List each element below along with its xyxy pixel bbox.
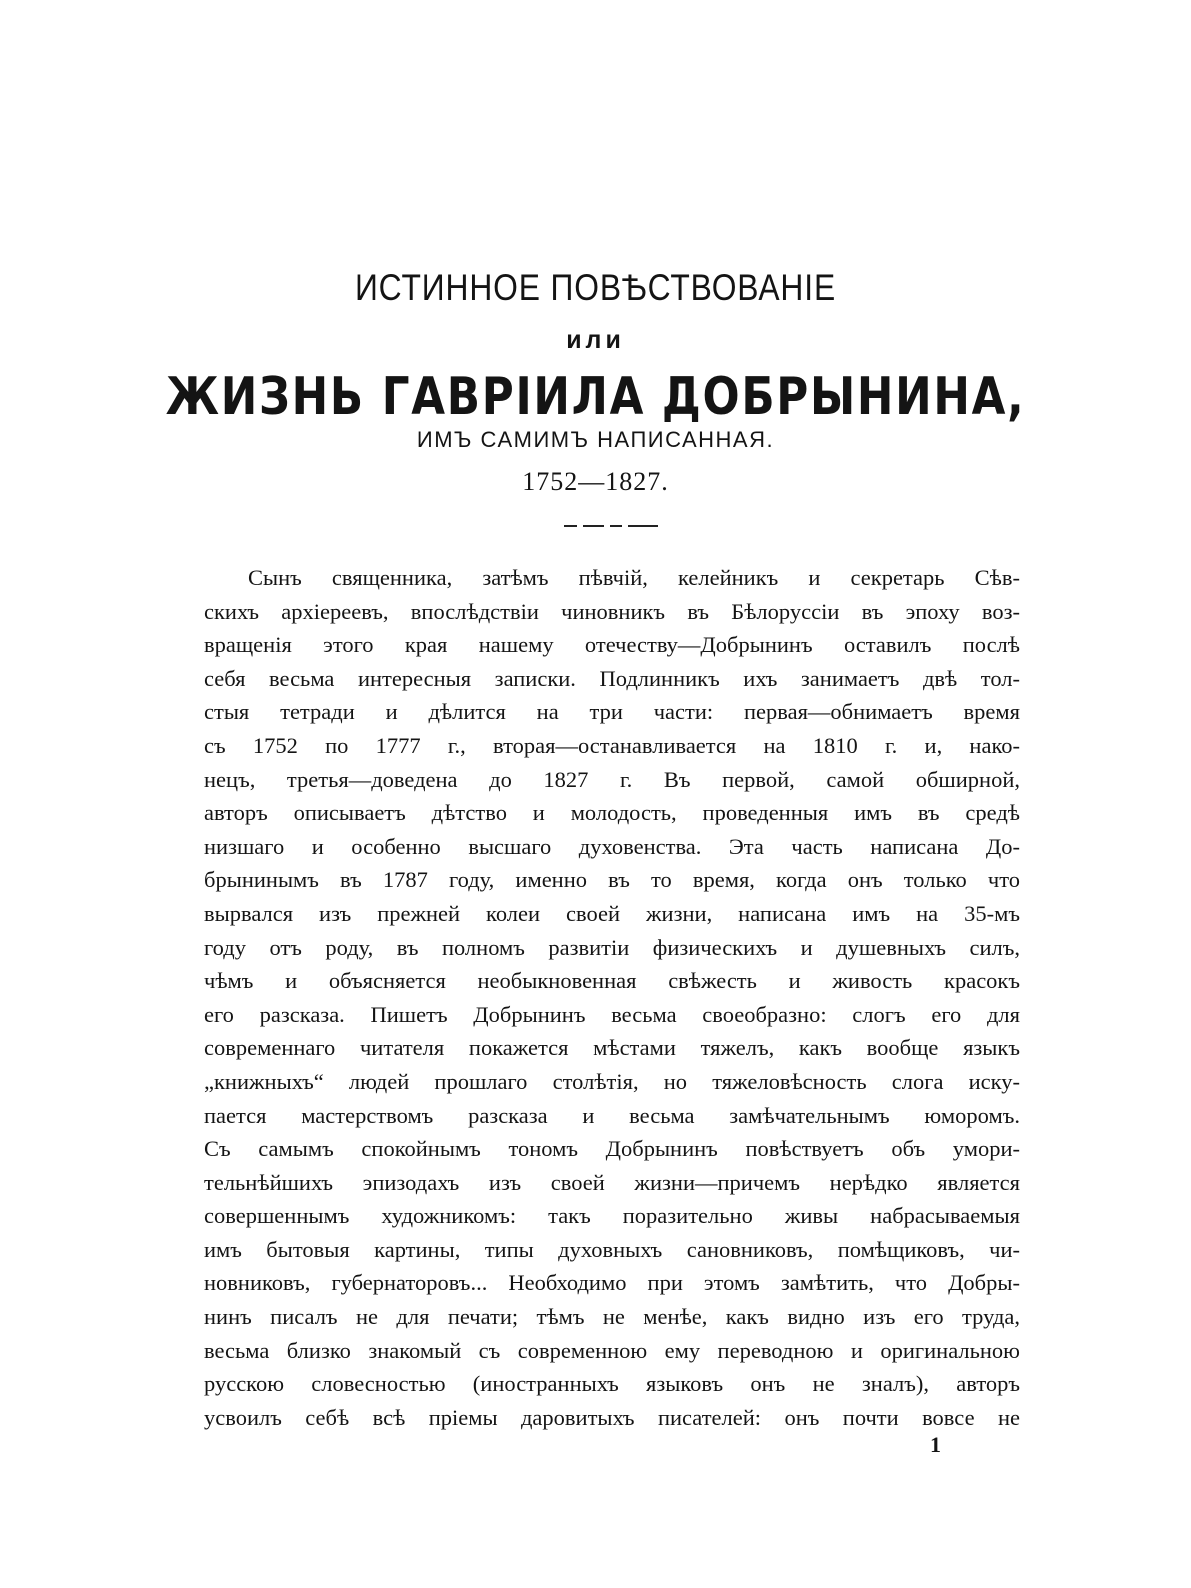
body-line: современнаго читателя покажется мѣстами тяжелъ, какъ вообще языкъ (204, 1035, 1020, 1061)
body-text (204, 561, 1020, 1434)
body-line: Съ самымъ спокойнымъ тономъ Добрынинъ повѣствуетъ объ умори- (204, 1136, 1020, 1162)
main-title: ЖИЗНЬ ГАВРІИЛА ДОБРЫНИНА, (165, 367, 1026, 427)
subtitle: ИМЪ САМИМЪ НАПИСАННАЯ. (416, 427, 775, 452)
body-line: чѣмъ и объясняется необыкновенная свѣжесть и живость красокъ (204, 968, 1020, 994)
body-line: авторъ описываетъ дѣтство и молодость, проведенныя имъ въ средѣ (204, 800, 1020, 826)
body-line: пается мастерствомъ разсказа и весьма замѣчательнымъ юморомъ. (204, 1102, 1020, 1128)
body-line: году отъ роду, въ полномъ развитіи физическихъ и душевныхъ силъ, (204, 934, 1020, 960)
body-line: имъ бытовыя картины, типы духовныхъ сановниковъ, помѣщиковъ, чи- (204, 1236, 1020, 1262)
body-line: себя весьма интересныя записки. Подлинникъ ихъ занимаетъ двѣ тол- (204, 665, 1020, 691)
body-line: низшаго и особенно высшаго духовенства. Эта часть написана До- (204, 833, 1020, 859)
body-line: совершеннымъ художникомъ: такъ поразительно живы набрасываемыя (204, 1203, 1020, 1229)
body-line: тельнѣйшихъ эпизодахъ изъ своей жизни—причемъ нерѣдко является (204, 1169, 1020, 1195)
body-line: нецъ, третья—доведена до 1827 г. Въ первой, самой обширной, (204, 766, 1020, 792)
body-line: нинъ писалъ не для печати; тѣмъ не менѣе, какъ видно изъ его труда, (204, 1304, 1020, 1330)
body-line: „книжныхъ“ людей прошлаго столѣтія, но тяжеловѣсность слога иску- (204, 1068, 1020, 1094)
page-number: 1 (930, 1432, 941, 1457)
body-line: новниковъ, губернаторовъ... Необходимо при этомъ замѣтить, что Добры- (204, 1270, 1020, 1296)
years: 1752—1827. (522, 467, 669, 496)
body-line: русскою словесностью (иностранныхъ языковъ онъ не зналъ), авторъ (204, 1371, 1020, 1397)
body-line: вращенія этого края нашему отечеству—Добрынинъ оставилъ послѣ (204, 632, 1020, 658)
body-line: его разсказа. Пишетъ Добрынинъ весьма своеобразно: слогъ его для (204, 1001, 1020, 1027)
body-line: весьма близко знакомый съ современною ему переводною и оригинальною (204, 1337, 1020, 1363)
title-connector: или (566, 326, 625, 354)
body-line: скихъ архіереевъ, впослѣдствіи чиновникъ въ Бѣлоруссіи въ эпоху воз- (204, 598, 1020, 624)
body-line: стыя тетради и дѣлится на три части: первая—обнимаетъ время (204, 699, 1020, 725)
body-line: Сынъ священника, затѣмъ пѣвчій, келейникъ и секретарь Сѣв- (248, 565, 1020, 590)
body-line: съ 1752 по 1777 г., вторая—останавливается на 1810 г. и, нако- (204, 732, 1020, 758)
body-line: вырвался изъ прежней колеи своей жизни, написана имъ на 35-мъ (204, 900, 1020, 926)
body-line: усвоилъ себѣ всѣ пріемы даровитыхъ писателей: онъ почти вовсе не (204, 1404, 1020, 1430)
title-divider (564, 523, 658, 529)
body-line: брынинымъ въ 1787 году, именно въ то время, когда онъ только что (204, 867, 1020, 893)
title-line-1: ИСТИННОЕ ПОВѢСТВОВАНІЕ (354, 267, 837, 308)
